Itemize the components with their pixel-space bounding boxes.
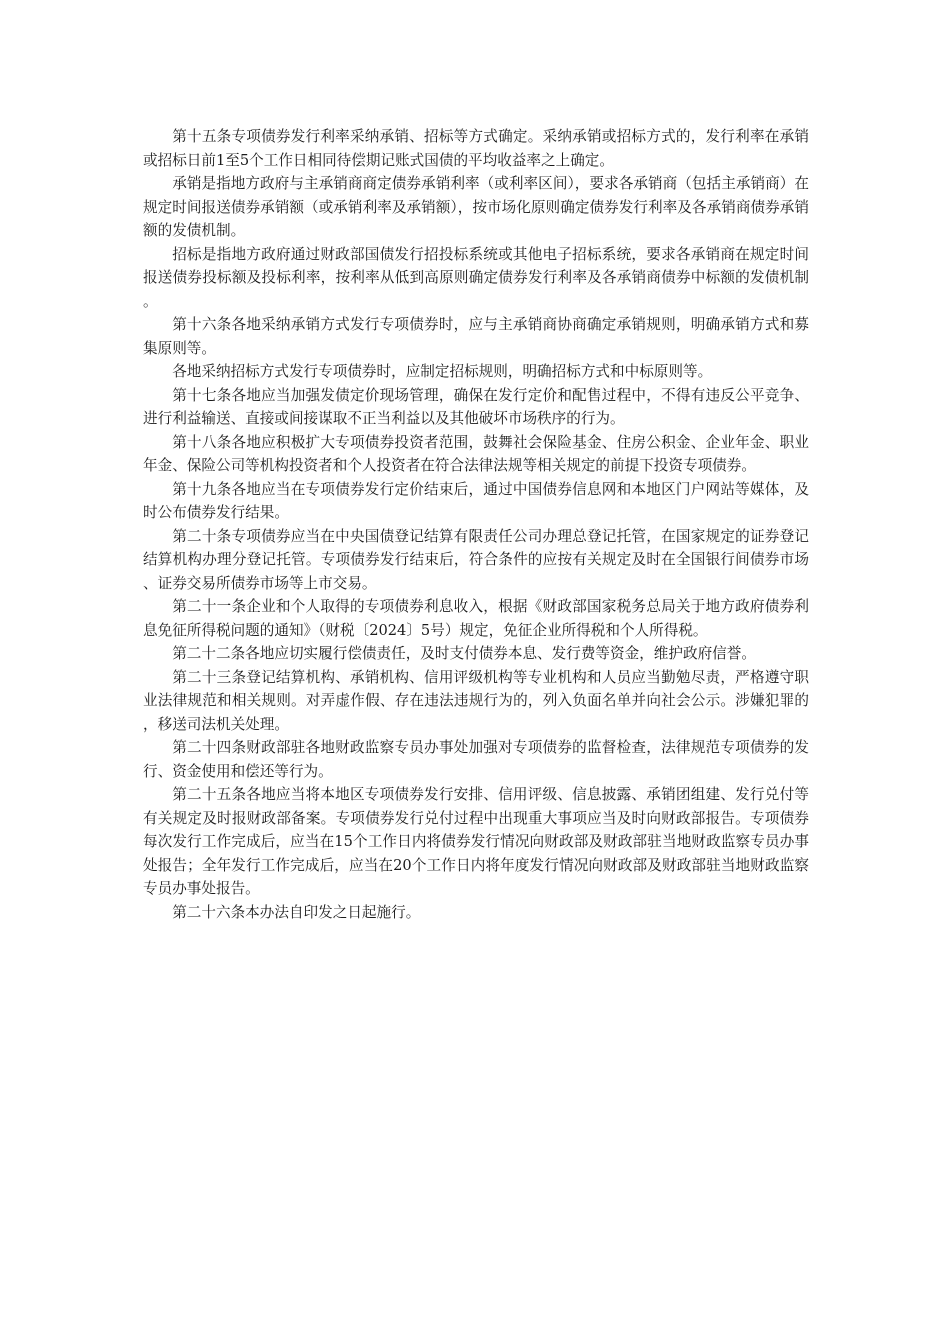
- paragraph-article-24: 第二十四条财政部驻各地财政监察专员办事处加强对专项债券的监督检查，法律规范专项债券的发行、资金使用和偿还等行为。: [143, 739, 809, 780]
- paragraph-article-22: 第二十二条各地应切实履行偿债责任，及时支付债券本息、发行费等资金，维护政府信誉。: [172, 645, 756, 662]
- paragraph-article-23: 第二十三条登记结算机构、承销机构、信用评级机构等专业机构和人员应当勤勉尽责，严格遵守职业法律规范和相关规则。对弄虚作假、存在违法违规行为的，列入负面名单并向社会公示。涉嫌犯罪的，移送司法机关处理。: [143, 668, 809, 733]
- paragraph-article-25: 第二十五条各地应当将本地区专项债券发行安排、信用评级、信息披露、承销团组建、发行兑付等有关规定及时报财政部备案。专项债券发行兑付过程中出现重大事项应当及时向财政部报告。专项债券每次发行工作完成后，应当在15个工作日内将债券发行情况向财政部及财政部驻当地财政监察专员办事处报告；全年发行工作完成后，应当在20个工作日内将年度发行情况向财政部及财政部驻当地财政监察专员办事处报告。: [143, 786, 809, 897]
- paragraph-article-18: 第十八条各地应积极扩大专项债券投资者范围，鼓舞社会保险基金、住房公积金、企业年金、职业年金、保险公司等机构投资者和个人投资者在符合法律法规等相关规定的前提下投资专项债券。: [143, 433, 809, 474]
- document-body: [143, 125, 809, 924]
- paragraph-article-17: 第十七条各地应当加强发债定价现场管理，确保在发行定价和配售过程中，不得有违反公平竞争、进行利益输送、直接或间接谋取不正当利益以及其他破坏市场秩序的行为。: [143, 386, 809, 427]
- paragraph-article-21: 第二十一条企业和个人取得的专项债券利息收入，根据《财政部国家税务总局关于地方政府债券利息免征所得税问题的通知》（财税〔2024〕5号）规定，免征企业所得税和个人所得税。: [143, 598, 809, 639]
- paragraph-article-20: 第二十条专项债券应当在中央国债登记结算有限责任公司办理总登记托管，在国家规定的证券登记结算机构办理分登记托管。专项债券发行结束后，符合条件的应按有关规定及时在全国银行间债券市场、证券交易所债券市场等上市交易。: [143, 527, 809, 592]
- paragraph-article-16: 第十六条各地采纳承销方式发行专项债券时，应与主承销商协商确定承销规则，明确承销方式和募集原则等。: [143, 316, 809, 357]
- paragraph-tender-rules: 各地采纳招标方式发行专项债券时，应制定招标规则，明确招标方式和中标原则等。: [172, 363, 713, 380]
- paragraph-article-15: 第十五条专项债券发行利率采纳承销、招标等方式确定。采纳承销或招标方式的，发行利率在承销或招标日前1至5个工作日相同待偿期记账式国债的平均收益率之上确定。: [143, 128, 809, 169]
- paragraph-tender-definition: 招标是指地方政府通过财政部国债发行招投标系统或其他电子招标系统，要求各承销商在规定时间报送债券投标额及投标利率，按利率从低到高原则确定债券发行利率及各承销商债券中标额的发债机制。: [143, 245, 809, 310]
- paragraph-article-26: 第二十六条本办法自印发之日起施行。: [172, 903, 421, 921]
- paragraph-underwriting-definition: 承销是指地方政府与主承销商商定债券承销利率（或利率区间），要求各承销商（包括主承销商）在规定时间报送债券承销额（或承销利率及承销额），按市场化原则确定债券发行利率及各承销商债券承销额的发债机制。: [143, 175, 809, 239]
- paragraph-article-19: 第十九条各地应当在专项债券发行定价结束后，通过中国债券信息网和本地区门户网站等媒体，及时公布债券发行结果。: [143, 480, 809, 521]
